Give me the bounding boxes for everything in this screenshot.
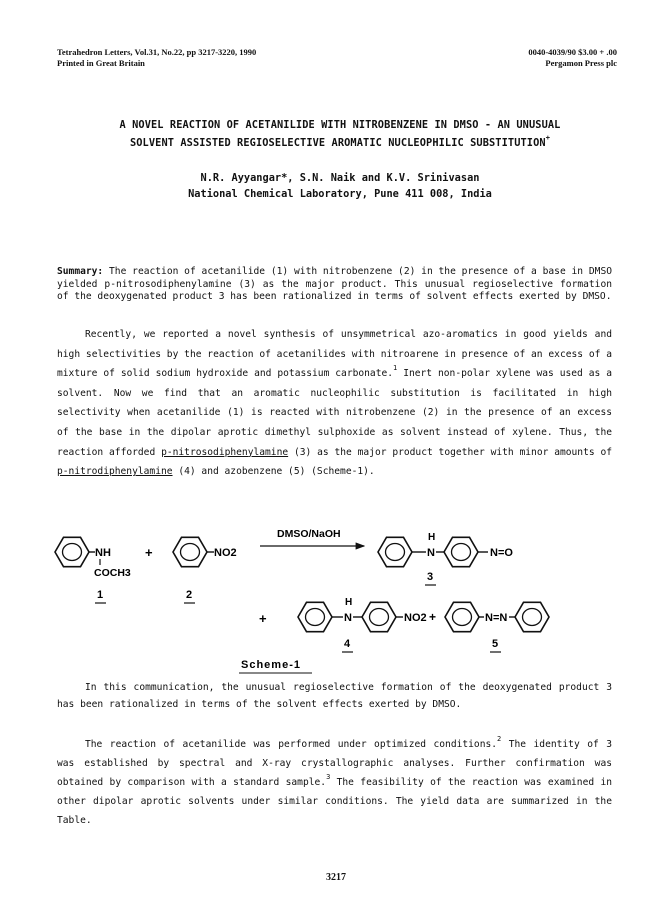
title-footnote-mark: + [545, 134, 551, 142]
compound-5-azo: N=N [485, 612, 508, 624]
compound-1-acetyl: COCH3 [94, 567, 131, 579]
summary-text: The reaction of acetanilide (1) with nitrobenzene (2) in the presence of a base in DMSO yielded p-nitrosodiphenylamine (3) as the major product. This unusual regioselective formation of the deoxygenated product 3 has been rationalized in terms of solvent effects exerted by DMSO. [57, 266, 612, 302]
compound-2-label: 2 [186, 589, 193, 601]
compound-4-n: N [344, 612, 352, 624]
author-names: N.R. Ayyangar*, S.N. Naik and K.V. Srinivasan [200, 172, 480, 184]
summary-paragraph [57, 266, 612, 304]
title-line-1: A NOVEL REACTION OF ACETANILIDE WITH NITROBENZENE IN DMSO - AN UNUSUAL [119, 119, 561, 131]
compound-3-nitroso: N=O [490, 547, 513, 559]
reference-3: 3 [326, 773, 331, 781]
p3-text-a: The reaction of acetanilide was performed under optimized conditions. [85, 739, 498, 750]
compound-4-nitro: NO2 [404, 612, 427, 624]
publisher-name: Pergamon Press plc [545, 58, 617, 68]
compound-3-h: H [428, 532, 436, 543]
reagent-label: DMSO/NaOH [277, 528, 341, 540]
p1-text-f: (4) and azobenzene (5) (Scheme-1). [178, 466, 375, 478]
journal-citation: Tetrahedron Letters, Vol.31, No.22, pp 3217-3220, 1990 [57, 47, 257, 57]
p1-text-b: Inert non-polar xylene was used as a solvent. Now we find that an aromatic nucleophilic substitution is facilitated in high selectivity when acetanilide (1) is reacted with nitrobenzene (2) in the presence of an excess of the base in the dipolar aprotic dimethyl sulphoxide as solvent instead of xylene. Thus, the reaction afforded [57, 368, 612, 458]
p3-text-c: The feasibility of the reaction was examined in other dipolar aprotic solvents under similar conditions. The yield data are summarized in the Table. [57, 777, 613, 826]
scheme-caption: Scheme-1 [241, 659, 301, 671]
plus-sign-1: + [145, 545, 153, 560]
compound-1-benzene-ring [55, 537, 89, 566]
compound-3-ring-b [444, 537, 478, 566]
compound-4-ring-b [362, 602, 396, 631]
paragraph-3 [57, 735, 612, 830]
issn-price: 0040-4039/90 $3.00 + .00 [528, 47, 617, 57]
compound-3-ring-a [378, 537, 412, 566]
compound-4-h: H [345, 597, 353, 608]
compound-4-ring-a [298, 602, 332, 631]
summary-label: Summary: [57, 266, 104, 277]
p2-text: In this communication, the unusual regioselective formation of the deoxygenated product 3 has been rationalized in terms of the solvent effects exerted by DMSO. [57, 682, 612, 710]
compound-1-nh: NH [95, 547, 111, 559]
reaction-scheme [50, 524, 630, 676]
title-line-2: SOLVENT ASSISTED REGIOSELECTIVE AROMATIC NUCLEOPHILIC SUBSTITUTION+ [129, 134, 551, 149]
publisher-header [528, 47, 617, 69]
compound-1-label: 1 [97, 589, 104, 601]
p1-text-a: Recently, we reported a novel synthesis of unsymmetrical azo-aromatics in good yields and high selectivities by the reaction of acetanilides with nitroarene in presence of an excess of a mixture of solid sodium hydroxide and potassium carbonate. [57, 329, 612, 380]
p3-text-b: The identity of 3 was established by spectral and X-ray crystallographic analyses. Further confirmation was obtained by comparison with a standard sample. [57, 739, 612, 788]
paragraph-1 [57, 325, 612, 482]
reference-1: 1 [393, 364, 398, 373]
plus-sign-2: + [259, 611, 267, 626]
compound-5-ring-b [515, 602, 549, 631]
compound-3-name: p-nitrosodiphenylamine [161, 446, 289, 458]
author-affiliation: National Chemical Laboratory, Pune 411 008, India [188, 188, 492, 200]
p1-text-d: (3) as the major product together with minor amounts of [293, 446, 612, 458]
plus-sign-3: + [429, 610, 437, 624]
compound-5-label: 5 [492, 638, 499, 650]
journal-header [57, 47, 256, 69]
compound-2-benzene-ring [173, 537, 207, 566]
printed-location: Printed in Great Britain [57, 58, 145, 68]
compound-4-name: p-nitrodiphenylamine [57, 466, 173, 478]
compound-2-nitro: NO2 [214, 547, 237, 559]
page-number: 3217 [326, 872, 346, 883]
paper-title [40, 116, 640, 152]
reference-2: 2 [497, 735, 502, 743]
author-block [40, 170, 640, 202]
compound-3-n: N [427, 547, 435, 559]
compound-3-label: 3 [427, 571, 434, 583]
compound-5-ring-a [445, 602, 479, 631]
paragraph-2 [57, 679, 612, 713]
compound-4-label: 4 [344, 638, 351, 650]
